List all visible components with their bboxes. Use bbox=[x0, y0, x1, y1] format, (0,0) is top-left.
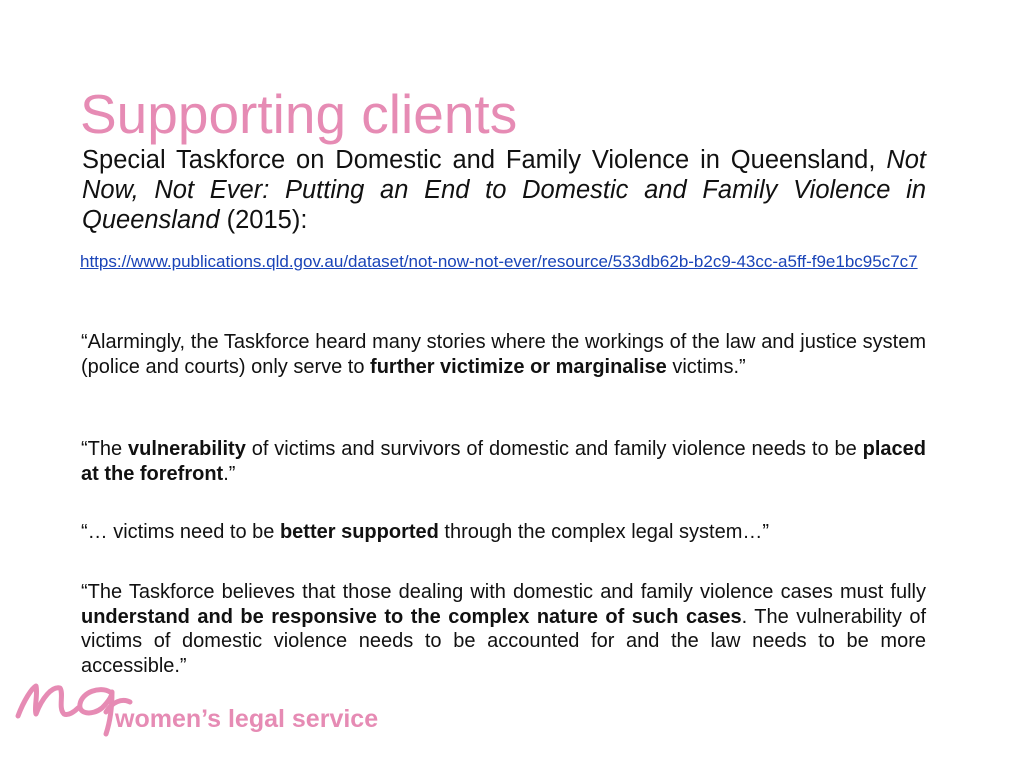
quote-taskforce-believes bbox=[81, 580, 926, 678]
quote-vulnerability bbox=[81, 437, 926, 486]
logo-stroke-n bbox=[18, 686, 78, 716]
citation bbox=[82, 145, 926, 235]
quote-emphasis: vulnerability bbox=[128, 438, 246, 460]
quote-text: victims.” bbox=[666, 355, 746, 378]
quote-alarmingly bbox=[81, 330, 926, 379]
quote-text: “Alarmingly, the Taskforce heard many stories where the workings of the law and justice system (police and courts) only serve to bbox=[81, 331, 926, 378]
quote-emphasis: understand and be responsive to the complex nature of such cases bbox=[81, 605, 742, 628]
slide-title: Supporting clients bbox=[80, 83, 518, 145]
citation-author: Special Taskforce on Domestic and Family Violence in Queensland, bbox=[82, 146, 876, 174]
quote-text: . The vulnerability of victims of domestic violence needs to be accounted for and the law needs to be more accessible.” bbox=[81, 605, 926, 677]
logo-text: women’s legal service bbox=[115, 705, 379, 733]
quote-text: through the complex legal system…” bbox=[438, 521, 770, 543]
quote-better-supported bbox=[81, 520, 926, 545]
quote-text: of victims and survivors of domestic and family violence needs to be bbox=[245, 438, 863, 460]
quote-emphasis: further victimize or marginalise bbox=[370, 355, 667, 378]
quote-text: “… victims need to be bbox=[81, 521, 280, 543]
quote-emphasis: better supported bbox=[279, 521, 439, 543]
citation-report-title: Not Now, Not Ever: Putting an End to Domestic and Family Violence in Queensland bbox=[82, 146, 926, 234]
quote-text: “The bbox=[81, 438, 129, 460]
quote-emphasis: placed at the forefront bbox=[81, 438, 926, 485]
quote-text: .” bbox=[223, 462, 236, 485]
quote-text: “The Taskforce believes that those dealing with domestic and family violence cases must fully bbox=[81, 581, 926, 603]
citation-year: (2015): bbox=[226, 206, 308, 234]
report-link[interactable]: https://www.publications.qld.gov.au/dataset/not-now-not-ever/resource/533db62b-b2c9-43cc-a5ff-f9e1bc95c7c7 bbox=[80, 252, 918, 271]
